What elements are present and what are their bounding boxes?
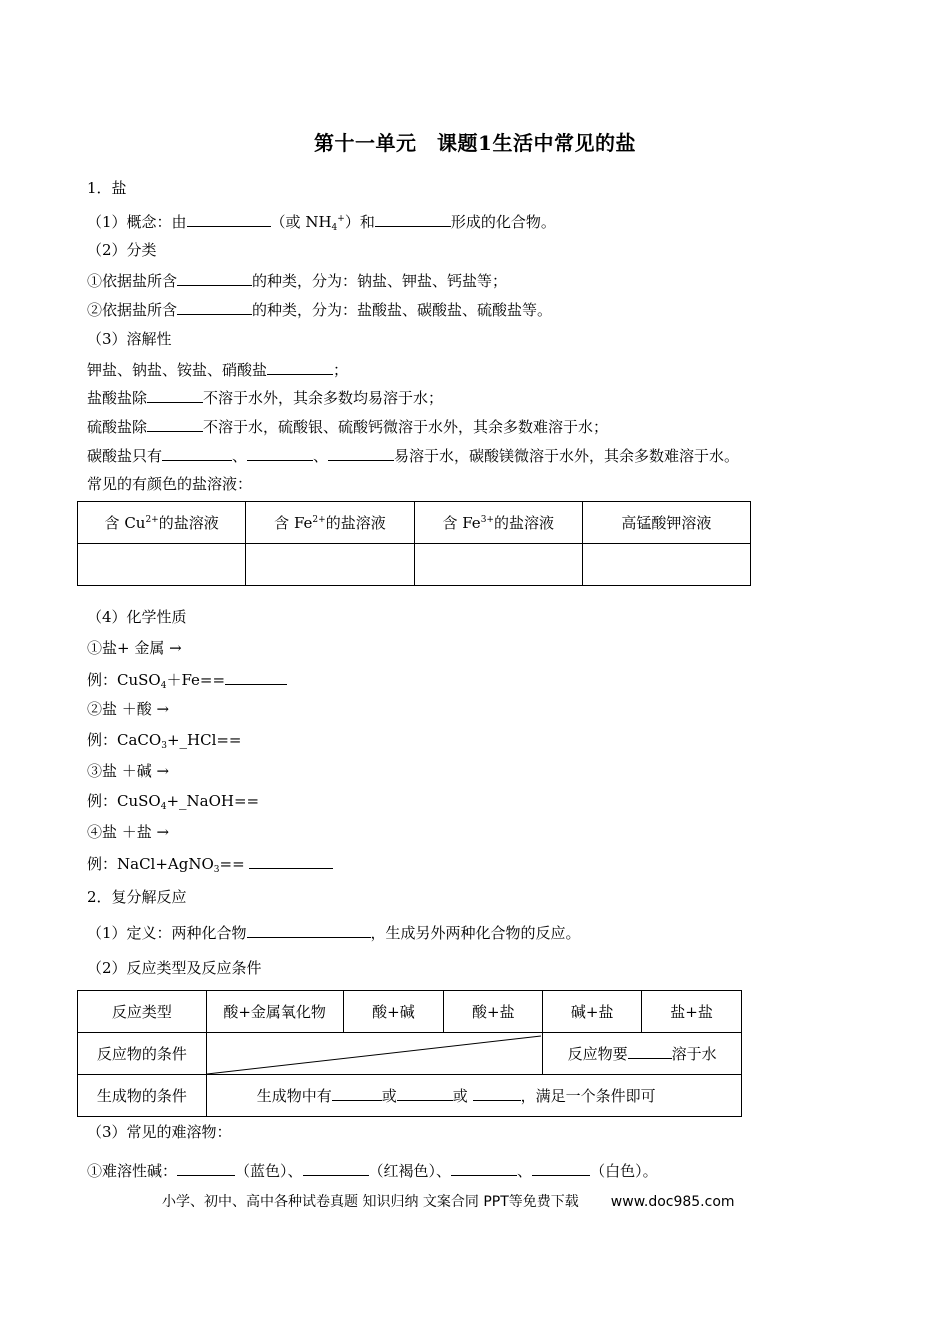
classification-heading: （2）分类 (87, 241, 157, 259)
reaction-conditions-table (77, 990, 742, 1117)
diagonal-line (207, 1033, 543, 1076)
chemical-properties-heading: （4）化学性质 (87, 608, 187, 626)
page-title: 第十一单元 课题1生活中常见的盐 (314, 131, 636, 155)
reaction-2: ②盐 ＋酸 → (87, 700, 170, 718)
answer-blank[interactable] (303, 1160, 369, 1176)
solubility-4: 碳酸盐只有 、 、 易溶于水，碳酸镁微溶于水外，其余多数难溶于水。 (87, 447, 740, 465)
footer-text: 小学、初中、高中各种试卷真题 知识归纳 文案合同 PPT等免费下载 (162, 1194, 579, 1210)
definition-line: （1）定义：两种化合物 ，生成另外两种化合物的反应。 (87, 924, 581, 942)
answer-blank[interactable] (187, 211, 271, 227)
col-salt-salt: 盐+盐 (642, 991, 742, 1033)
example-2: 例：CaCO$_3$+_HCl== (87, 731, 242, 751)
answer-blank[interactable] (177, 1160, 235, 1176)
concept-line: （1）概念：由 （或 $NH_4^+$）和 形成的化合物。 (87, 213, 556, 233)
answer-blank[interactable] (451, 1160, 517, 1176)
answer-blank[interactable] (147, 387, 203, 403)
answer-blank[interactable] (247, 445, 313, 461)
example-1: 例：CuSO$_4$＋Fe== (87, 669, 287, 696)
answer-blank[interactable] (177, 299, 252, 315)
reactant-condition-cell: 反应物要 溶于水 (543, 1033, 742, 1075)
product-condition-cell: 生成物中有 或 或 ，满足一个条件即可 (206, 1075, 741, 1117)
classification-1: ①依据盐所含 的种类，分为：钠盐、钾盐、钙盐等； (87, 272, 508, 290)
solubility-3: 硫酸盐除 不溶于水，硫酸银、硫酸钙微溶于水外，其余多数难溶于水； (87, 418, 609, 436)
header-fe2: 含 $Fe^{2+}$的盐溶液 (246, 502, 414, 544)
col-acid-salt: 酸+盐 (444, 991, 543, 1033)
solubility-heading: （3）溶解性 (87, 330, 172, 348)
example-3: 例：CuSO$_4$+_NaOH== (87, 792, 260, 812)
answer-cell[interactable] (78, 544, 246, 586)
classification-2: ②依据盐所含 的种类，分为：盐酸盐、碳酸盐、硫酸盐等。 (87, 301, 553, 319)
reaction-4: ④盐 ＋盐 → (87, 823, 170, 841)
answer-blank[interactable] (328, 445, 394, 461)
header-kmno4: 高锰酸钾溶液 (582, 502, 750, 544)
color-solutions-heading: 常见的有颜色的盐溶液： (87, 475, 253, 493)
answer-blank[interactable] (177, 270, 252, 286)
answer-blank[interactable] (332, 1085, 382, 1101)
solubility-2: 盐酸盐除 不溶于水外，其余多数均易溶于水； (87, 389, 444, 407)
footer-url[interactable]: www.doc985.com (610, 1194, 735, 1210)
answer-blank[interactable] (225, 669, 287, 685)
col-base-salt: 碱+盐 (543, 991, 642, 1033)
reaction-1: ①盐+ 金属 → (87, 639, 182, 657)
answer-blank[interactable] (162, 445, 232, 461)
section-2-heading: 2．复分解反应 (87, 888, 187, 906)
answer-blank[interactable] (249, 853, 333, 869)
example-4: 例：NaCl+AgNO$_3$== (87, 853, 333, 880)
header-fe3: 含 $Fe^{3+}$的盐溶液 (414, 502, 582, 544)
col-reaction-type: 反应类型 (78, 991, 207, 1033)
colored-solutions-table (77, 501, 751, 586)
answer-blank[interactable] (147, 416, 203, 432)
answer-cell[interactable] (246, 544, 414, 586)
answer-blank[interactable] (397, 1085, 453, 1101)
answer-blank[interactable] (473, 1085, 521, 1101)
answer-blank[interactable] (532, 1160, 590, 1176)
answer-cell[interactable] (414, 544, 582, 586)
col-acid-metal-oxide: 酸+金属氧化物 (206, 991, 343, 1033)
insoluble-bases-line: ①难溶性碱： （蓝色）、 （红褐色）、 、 （白色）。 (87, 1162, 658, 1180)
row-reactant-condition-label: 反应物的条件 (78, 1033, 207, 1075)
insoluble-heading: （3）常见的难溶物： (87, 1123, 232, 1141)
answer-cell[interactable] (582, 544, 750, 586)
row-product-condition-label: 生成物的条件 (78, 1075, 207, 1117)
answer-blank[interactable] (267, 359, 333, 375)
solubility-1: 钾盐、钠盐、铵盐、硝酸盐 ； (87, 361, 349, 379)
diagonal-cell (206, 1033, 542, 1075)
answer-blank[interactable] (247, 922, 371, 938)
section-1-heading: 1．盐 (87, 179, 127, 197)
reaction-3: ③盐 ＋碱 → (87, 762, 170, 780)
answer-blank[interactable] (375, 211, 451, 227)
answer-blank[interactable] (628, 1043, 672, 1059)
page-footer (162, 1191, 735, 1211)
col-acid-base: 酸+碱 (343, 991, 444, 1033)
reaction-types-heading: （2）反应类型及反应条件 (87, 959, 262, 977)
header-cu: 含 $Cu^{2+}$的盐溶液 (78, 502, 246, 544)
